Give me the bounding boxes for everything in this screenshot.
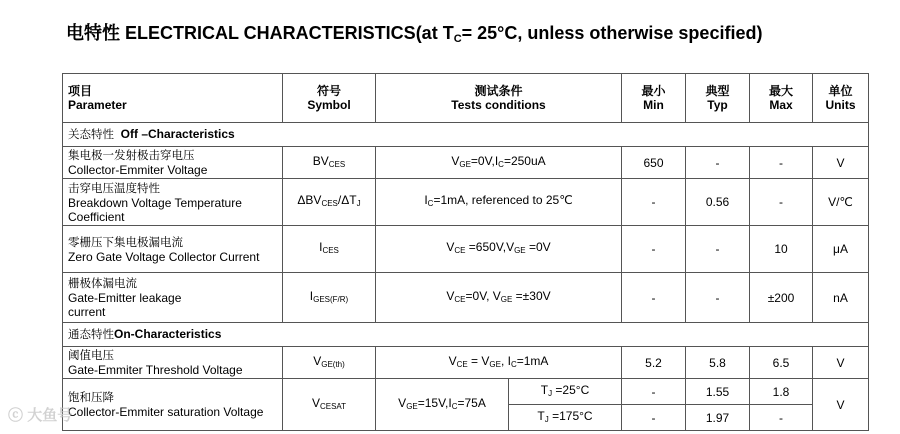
watermark-logo [8, 404, 72, 425]
watermark-text: 大鱼号 [27, 407, 73, 424]
watermark-icon: ⓒ [8, 407, 24, 424]
page-title [66, 19, 762, 45]
header-row [63, 74, 869, 123]
section-off: 关态特性 Off –Characteristics [63, 123, 869, 147]
table-row-bvces: 集电极一发射极击穿电压 Collector-Emmiter Voltage $BV_{CES}$ $V_{GE}=0V,I_C=250uA$ 650 - - V [63, 147, 869, 179]
table-row-vcesat-175: $T_J =175^\circ C$ - 1.97 - [63, 405, 869, 431]
header-parameter: 项目 Parameter [63, 74, 283, 123]
header-typ: 典型 Typ [686, 74, 750, 123]
table-row-iges: 栅极体漏电流 Gate-Emitter leakage current $I_{GES(F/R)}$ $V_{CE}=0V$, $V_{GE} =\pm 30V$ - - ±200 nA [63, 273, 869, 323]
electrical-characteristics-table [62, 73, 869, 431]
header-units: 单位 Units [813, 74, 869, 123]
table-row-vcesat-25: 饱和压降 Collector-Emmiter saturation Voltage $V_{CESAT}$ $V_{GE}=15V,I_C=75A$ $T_J =25^\circ C$ - 1.55 1.8 V [63, 379, 869, 405]
title-en-prefix: ELECTRICAL CHARACTERISTICS(at T [125, 23, 454, 43]
table-row-vth: 阈值电压 Gate-Emmiter Threshold Voltage $V_{GE(th)}$ $V_{CE} = V_{GE}$, $I_C=1mA$ 5.2 5.8 6.5 V [63, 347, 869, 379]
title-subscript: C [453, 33, 462, 45]
table-row-temp-coefficient: 击穿电压温度特性 Breakdown Voltage Temperature Coefficient $\Delta BV_{CES}/\Delta T_J$ $I_C=1mA$, referenced to 25℃ - 0.56 - V/℃ [63, 179, 869, 226]
table-row-ices: 零栅压下集电极漏电流 Zero Gate Voltage Collector Current $I_{CES}$ $V_{CE} =650V,V_{GE} =0V$ - - 10 μA [63, 226, 869, 273]
header-conditions: 测试条件 Tests conditions [376, 74, 622, 123]
header-min: 最小 Min [622, 74, 686, 123]
title-en-suffix: = 25°C, unless otherwise specified) [461, 23, 763, 43]
title-cn: 电特性 [66, 23, 120, 43]
header-max: 最大 Max [750, 74, 813, 123]
section-on: 通态特性On-Characteristics [63, 323, 869, 347]
header-symbol: 符号 Symbol [283, 74, 376, 123]
